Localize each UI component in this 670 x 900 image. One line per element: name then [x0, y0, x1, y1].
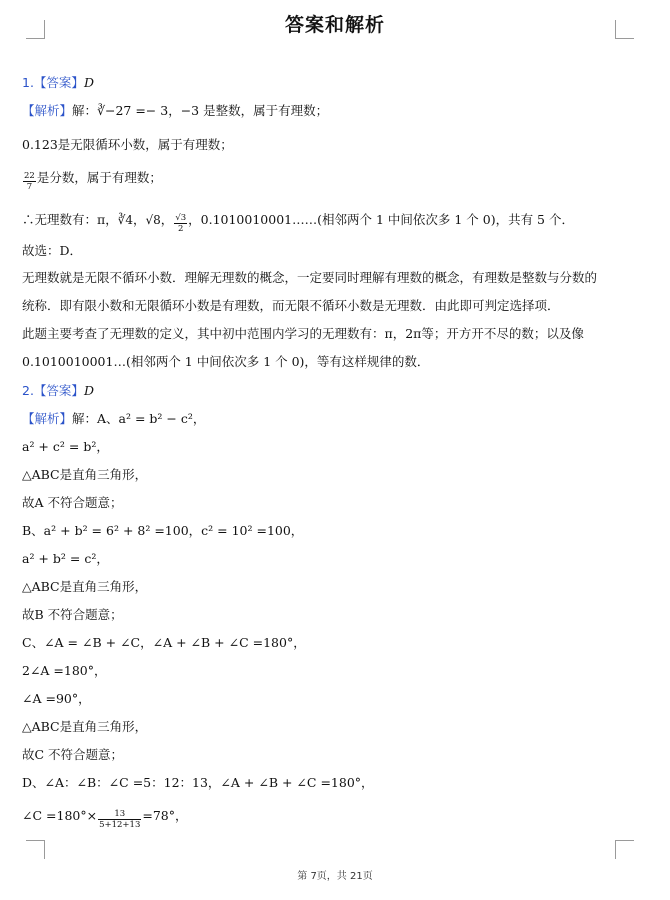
q2-step-13: 故C 不符合题意；: [22, 747, 124, 762]
q2-step-15-end: =78°，: [142, 808, 188, 823]
q2-fraction-denominator: 5+12+13: [99, 820, 141, 830]
q2-step-15: [22, 806, 188, 830]
q1-explanation-line-3: 此题主要考查了无理数的定义，其中初中范围内学习的无理数有：π，2π等；开方开不尽的数；以及像: [22, 326, 584, 341]
q2-step-10: 2∠A =180°，: [22, 663, 107, 678]
q1-sqrt3-denominator: 2: [178, 224, 184, 234]
q1-analysis-text-1: 解：∛−27 =− 3，−3 是整数，属于有理数；: [72, 103, 329, 118]
q2-analysis-text-1: 解：A、a² = b² − c²，: [72, 411, 206, 426]
q2-answer-value: D: [83, 383, 94, 398]
q2-fraction-numerator: 13: [98, 809, 141, 820]
q1-analysis-line-2: 0.123是无限循环小数，属于有理数；: [22, 137, 233, 152]
q2-step-6: a² + b² = c²，: [22, 551, 109, 566]
q2-step-11: ∠A =90°，: [22, 691, 91, 706]
q2-step-14: D、∠A：∠B：∠C =5：12：13，∠A + ∠B + ∠C =180°，: [22, 775, 374, 790]
q1-analysis-line-1: [22, 101, 328, 121]
q1-fraction: [23, 171, 36, 192]
q1-answer-label: 1.【答案】: [22, 75, 84, 90]
q1-irrational-list-start: ∴无理数有：π，: [22, 212, 118, 227]
q1-analysis-text-3: 是分数，属于有理数；: [36, 170, 162, 185]
q1-analysis-tag: 【解析】: [22, 103, 73, 118]
q2-angle-fraction: [98, 809, 141, 830]
page-title: 答案和解析: [284, 14, 385, 36]
q1-explanation-line-1: 无理数就是无限不循环小数．理解无理数的概念，一定要同时理解有理数的概念，有理数是整数与分数的: [22, 270, 598, 285]
q2-analysis-tag: 【解析】: [22, 411, 73, 426]
q2-step-15-start: ∠C =180°×: [22, 808, 98, 823]
q1-fraction-denominator: 7: [26, 182, 33, 192]
q2-step-12: △ABC是直角三角形，: [22, 719, 148, 734]
q2-analysis-line-1: [22, 409, 205, 429]
q1-answer-line: [22, 73, 94, 93]
q1-fraction-numerator: 22: [24, 171, 35, 181]
crop-mark-bottom-left: [26, 840, 45, 859]
q1-sqrt3-numerator: √3: [175, 213, 187, 223]
crop-mark-bottom-right: [615, 840, 634, 859]
q1-conclusion: 故选：D．: [22, 243, 83, 258]
q1-answer-value: D: [83, 75, 94, 90]
q1-irrational-list-end: ，0.1010010001……(相邻两个 1 中间依次多 1 个 0)，共有 5 个．: [188, 212, 574, 227]
q2-step-8: 故B 不符合题意；: [22, 607, 123, 622]
q1-cube-root-4: ∛4: [117, 213, 133, 227]
q2-step-3: △ABC是直角三角形，: [22, 467, 148, 482]
q1-sqrt-8: √8: [145, 213, 161, 227]
q2-answer-label: 2.【答案】: [22, 383, 84, 398]
q1-analysis-line-3: [22, 168, 162, 192]
q1-explanation-line-4: 0.1010010001…(相邻两个 1 中间依次多 1 个 0)，等有这样规律的数．: [22, 354, 430, 369]
q1-sqrt3-over-2: [174, 213, 187, 234]
q2-step-5: B、a² + b² = 6² + 8² =100，c² = 10² =100，: [22, 523, 304, 538]
q1-analysis-line-4: ∴无理数有：π，∛4，√8， $\frac{√3}{2}$ ，0.1010010001……(相邻两个 1 中间依次多 1 个 0)，共有 5 个．: [22, 212, 574, 234]
q2-step-7: △ABC是直角三角形，: [22, 579, 148, 594]
page-footer: 第 7页，共 21页: [297, 871, 373, 882]
q2-step-4: 故A 不符合题意；: [22, 495, 123, 510]
q2-step-9: C、∠A = ∠B + ∠C，∠A + ∠B + ∠C =180°，: [22, 635, 306, 650]
q1-explanation-line-2: 统称．即有限小数和无限循环小数是有理数，而无限不循环小数是无理数．由此即可判定选择项．: [22, 298, 560, 313]
q2-step-2: a² + c² = b²，: [22, 439, 109, 454]
q2-answer-line: [22, 381, 94, 401]
